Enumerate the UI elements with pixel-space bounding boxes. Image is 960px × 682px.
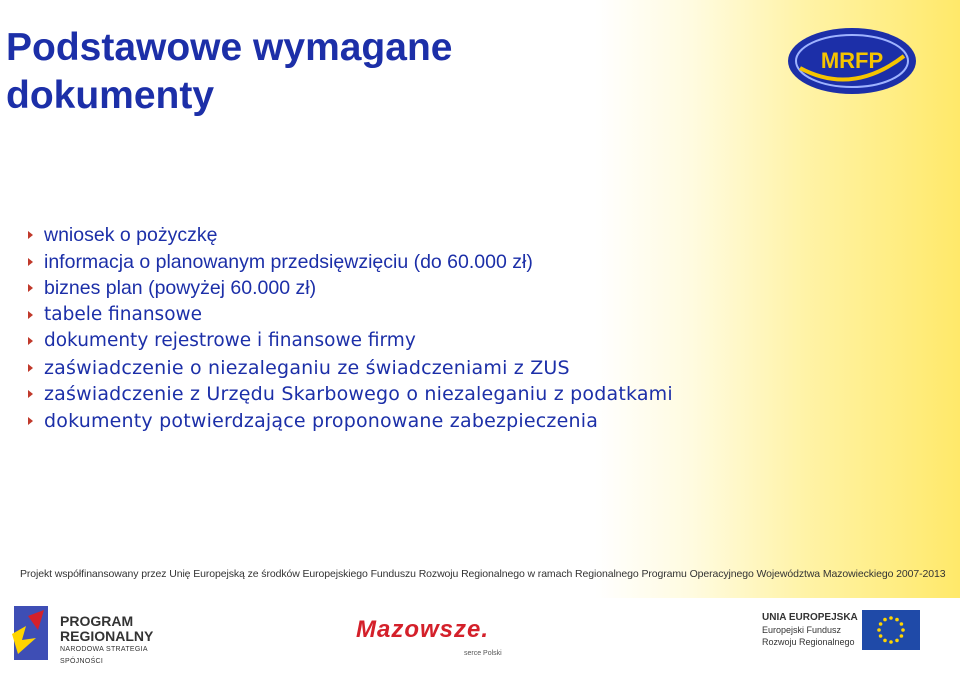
eu-text — [762, 612, 858, 648]
bullet-arrow-icon — [28, 284, 33, 292]
program-regionalny-text — [60, 614, 153, 668]
eu-line-3: Rozwoju Regionalnego — [762, 637, 855, 647]
mazowsze-subtitle: serce Polski — [464, 650, 502, 657]
requirements-list — [28, 222, 928, 434]
slide-title-line-2: dokumenty — [6, 74, 215, 117]
eu-line-2: Europejski Fundusz — [762, 625, 842, 635]
program-regionalny-logo — [8, 604, 154, 672]
list-item-text: wniosek o pożyczkę — [44, 224, 218, 246]
program-line-1: PROGRAM — [60, 613, 134, 629]
slide-title-line-1: Podstawowe wymagane — [6, 26, 453, 69]
list-item-text: tabele finansowe — [44, 303, 203, 325]
list-item-text: dokumenty rejestrowe i finansowe firmy — [44, 330, 416, 351]
eu-flag-icon — [862, 610, 920, 650]
list-item — [28, 275, 928, 302]
bullet-arrow-icon — [28, 337, 33, 345]
list-item — [28, 302, 928, 329]
list-item-text: zaświadczenie o niezaleganiu ze świadczeniami z ZUS — [44, 356, 570, 379]
list-item-text: biznes plan (powyżej 60.000 zł) — [44, 277, 317, 299]
mrfp-logo-text: MRFP — [820, 48, 884, 73]
list-item — [28, 328, 928, 355]
bullet-arrow-icon — [28, 258, 33, 266]
eu-line-1: UNIA EUROPEJSKA — [762, 612, 858, 623]
list-item — [28, 249, 928, 276]
list-item — [28, 408, 928, 435]
mazowsze-title: Mazowsze. — [356, 616, 490, 643]
mazowsze-logo — [356, 616, 502, 657]
footer-logos — [0, 598, 960, 682]
slide-title — [6, 24, 726, 120]
bullet-arrow-icon — [28, 311, 33, 319]
list-item — [28, 355, 928, 382]
bullet-arrow-icon — [28, 231, 33, 239]
mrfp-logo — [786, 26, 918, 96]
program-line-2: REGIONALNY — [60, 628, 154, 644]
list-item-text: dokumenty potwierdzające proponowane zabezpieczenia — [44, 409, 599, 432]
bullet-arrow-icon — [28, 417, 33, 425]
bullet-arrow-icon — [28, 390, 33, 398]
list-item — [28, 381, 928, 408]
list-item-text: informacja o planowanym przedsięwzięciu (do 60.000 zł) — [44, 250, 533, 273]
list-item — [28, 222, 928, 249]
list-item-text: zaświadczenie z Urzędu Skarbowego o niezaleganiu z podatkami — [44, 383, 673, 405]
program-line-3: NARODOWA STRATEGIA SPÓJNOŚCI — [60, 646, 148, 665]
program-regionalny-icon — [8, 604, 56, 668]
bullet-arrow-icon — [28, 364, 33, 372]
cofinancing-note: Projekt współfinansowany przez Unię Europejską ze środków Europejskiego Funduszu Rozwoju Regionalnego w ramach Regionalnego Programu Operacyjnego Województwa Mazowieckiego 2007-2013 — [20, 568, 946, 580]
